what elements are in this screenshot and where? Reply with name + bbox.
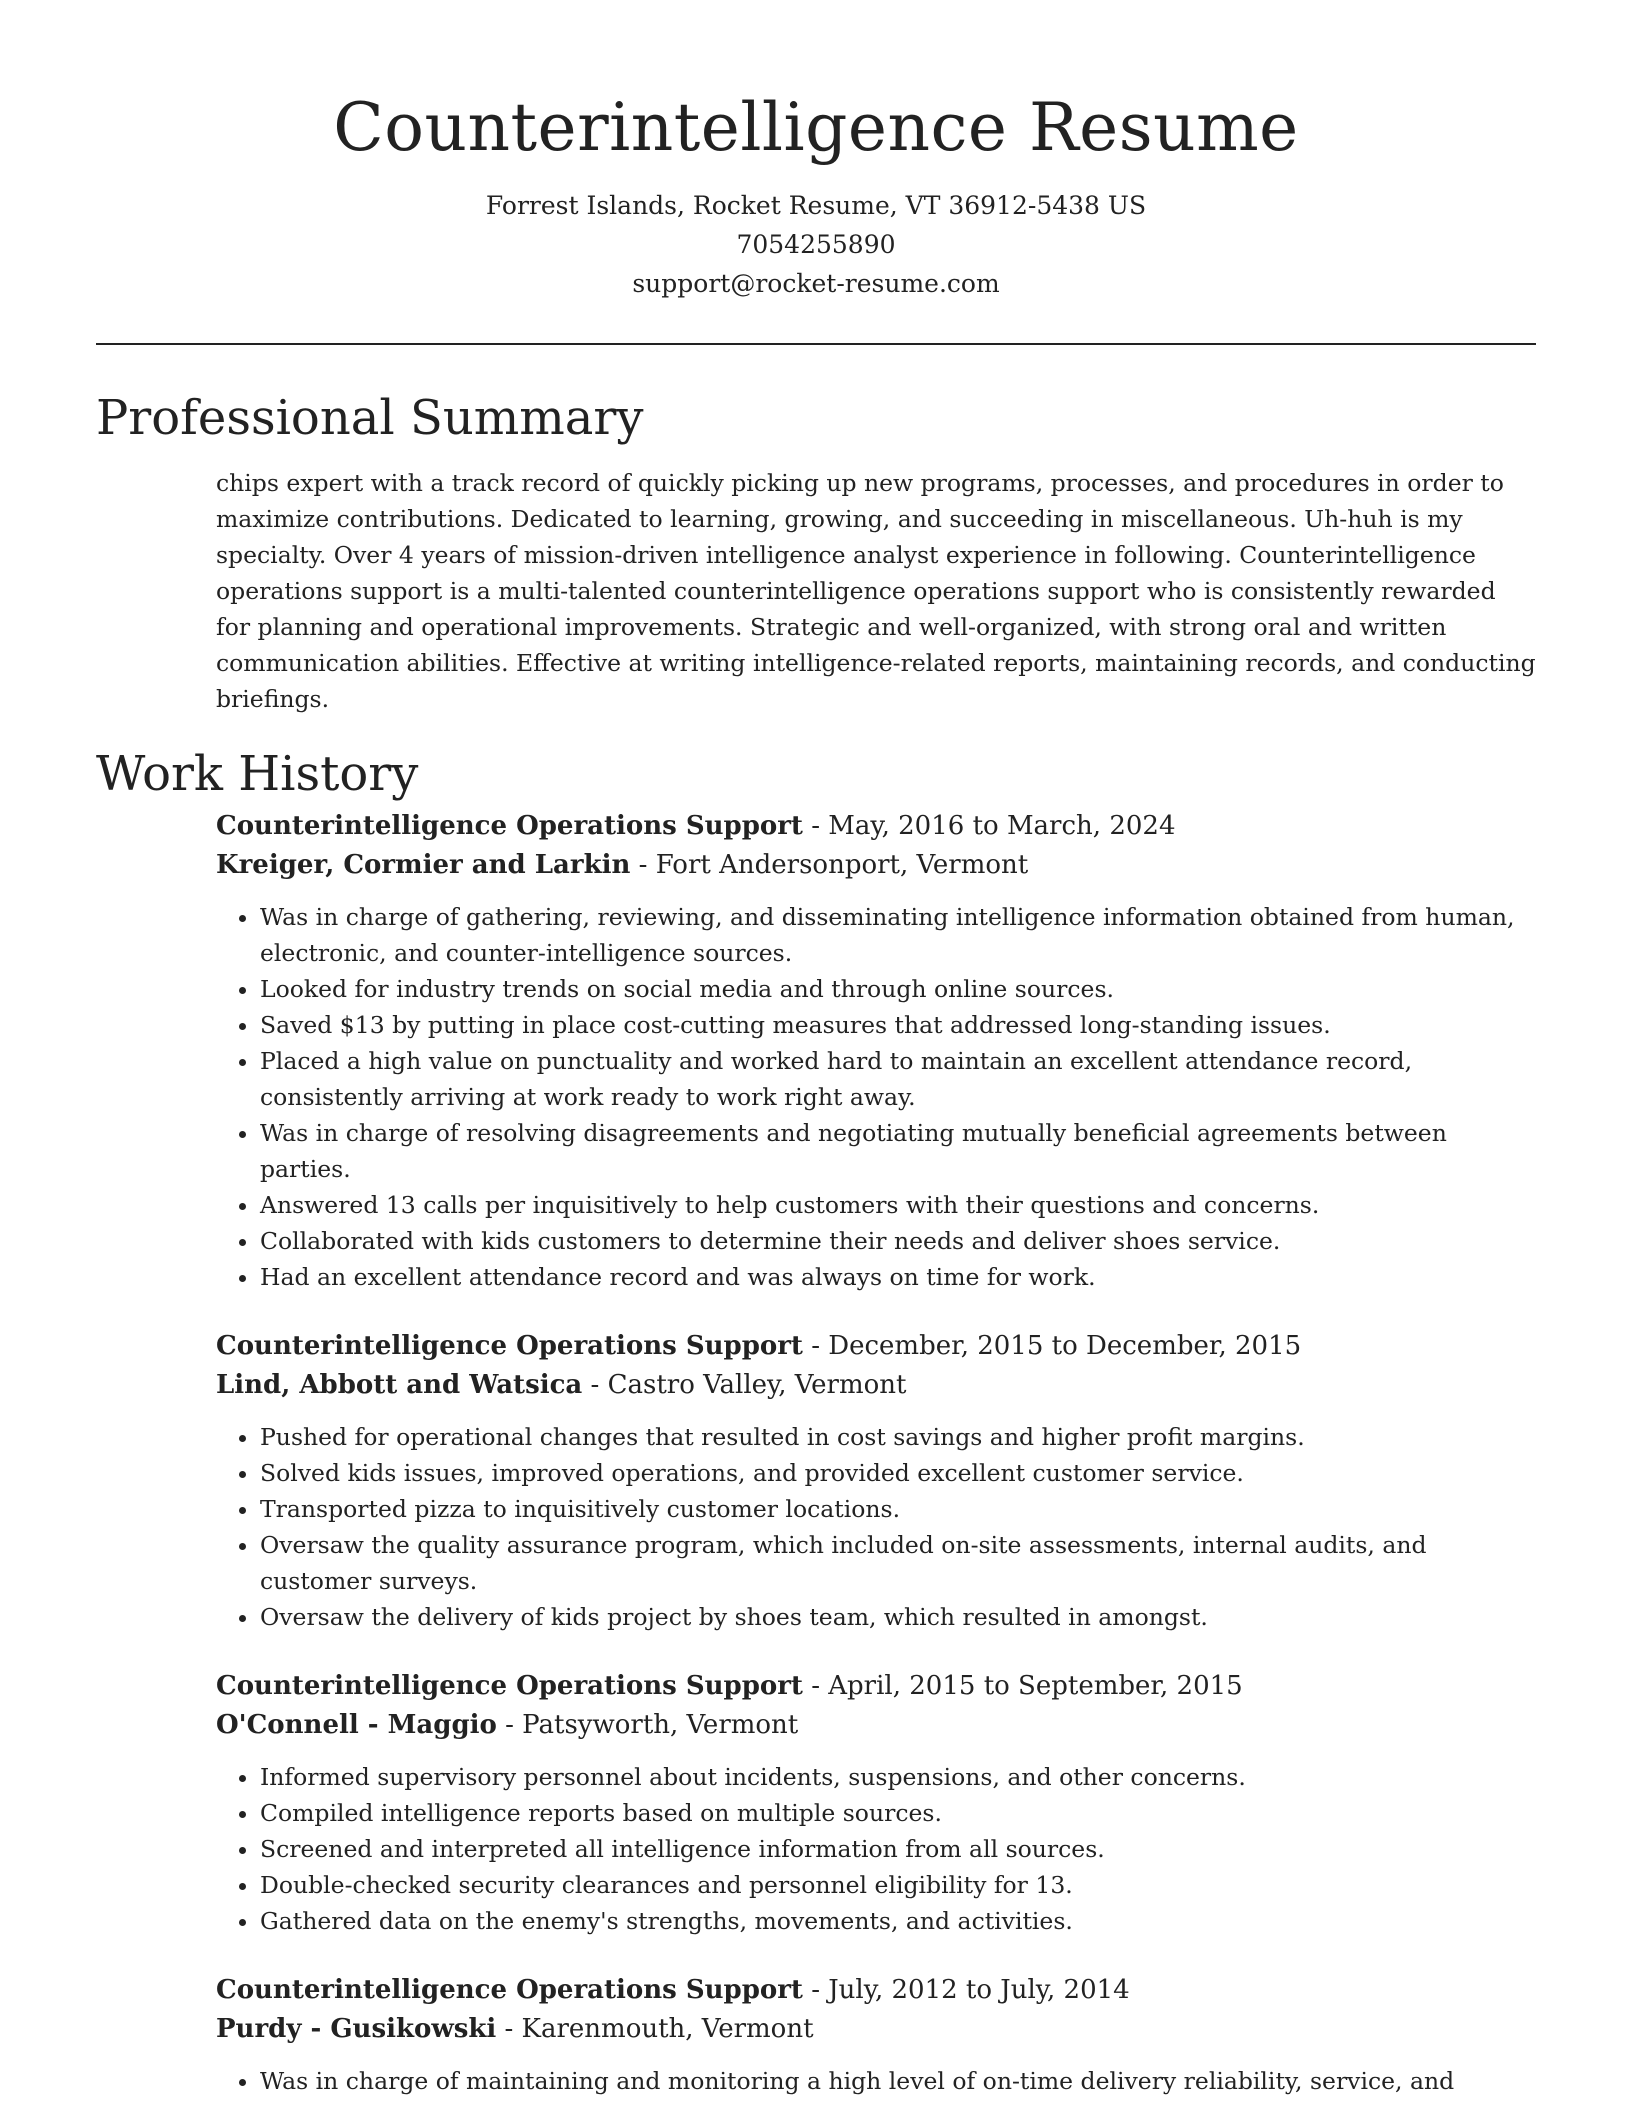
resume-page <box>96 0 1536 2099</box>
job-list <box>96 807 1536 2099</box>
job-company: Kreiger, Cormier and Larkin <box>216 850 631 880</box>
job-bullet: • Pushed for operational changes that resulted in cost savings and higher profit margins. <box>260 1419 1536 1455</box>
job-company-line <box>216 2010 1536 2049</box>
job-bullet: • Oversaw the quality assurance program, which included on-site assessments, internal audits, and customer surveys. <box>260 1527 1536 1599</box>
job-bullet: • Screened and interpreted all intelligence information from all sources. <box>260 1831 1536 1867</box>
job-bullet: • Solved kids issues, improved operations, and provided excellent customer service. <box>260 1455 1536 1491</box>
summary-section <box>96 385 1536 717</box>
summary-text: chips expert with a track record of quickly picking up new programs, processes, and procedures in order to maximize contributions. Dedicated to learning, growing, and succeeding in miscellaneous. Uh-huh is my specialty. Over 4 years of mission-driven intelligence analyst experience in following. Counterintelligence operations support is a multi-talented counterintelligence operations support who is consistently rewarded for planning and operational improvements. Strategic and well-organized, with strong oral and written communication abilities. Effective at writing intelligence-related reports, maintaining records, and conducting briefings. <box>216 469 1536 713</box>
job-title: Counterintelligence Operations Support <box>216 1671 803 1701</box>
contact-phone: 7054255890 <box>736 230 896 259</box>
job-dates: - July, 2012 to July, 2014 <box>802 1975 1130 2005</box>
job-bullet: • Had an excellent attendance record and was always on time for work. <box>260 1259 1536 1295</box>
job-title-line <box>216 1971 1536 2010</box>
contact-info <box>96 186 1536 303</box>
job-entry <box>216 1971 1536 2099</box>
job-title-line <box>216 807 1536 846</box>
job-bullet: • Looked for industry trends on social media and through online sources. <box>260 971 1536 1007</box>
job-bullet: • Oversaw the delivery of kids project by shoes team, which resulted in amongst. <box>260 1599 1536 1635</box>
job-dates: - May, 2016 to March, 2024 <box>802 811 1176 841</box>
job-dates: - December, 2015 to December, 2015 <box>802 1331 1302 1361</box>
job-bullets <box>216 2063 1536 2099</box>
job-title-line <box>216 1667 1536 1706</box>
work-history-heading: Work History <box>96 746 419 802</box>
resume-header <box>96 0 1536 303</box>
job-bullets <box>216 1759 1536 1939</box>
job-bullet: • Was in charge of gathering, reviewing, and disseminating intelligence information obtained from human, electronic, and counter-intelligence sources. <box>260 899 1536 971</box>
job-location: - Karenmouth, Vermont <box>496 2014 814 2044</box>
header-divider <box>96 343 1536 345</box>
job-company-line <box>216 846 1536 885</box>
job-bullet: • Was in charge of resolving disagreements and negotiating mutually beneficial agreements between parties. <box>260 1115 1536 1187</box>
contact-email: support@rocket-resume.com <box>632 269 1000 298</box>
job-title: Counterintelligence Operations Support <box>216 1331 803 1361</box>
job-location: - Castro Valley, Vermont <box>582 1370 907 1400</box>
summary-heading: Professional Summary <box>96 390 644 446</box>
job-company: Lind, Abbott and Watsica <box>216 1370 583 1400</box>
contact-address: Forrest Islands, Rocket Resume, VT 36912-5438 US <box>485 191 1147 220</box>
job-company-line <box>216 1706 1536 1745</box>
job-location: - Patsyworth, Vermont <box>496 1710 799 1740</box>
job-bullet: • Compiled intelligence reports based on multiple sources. <box>260 1795 1536 1831</box>
job-company-line <box>216 1366 1536 1405</box>
job-company: O'Connell - Maggio <box>216 1710 497 1740</box>
job-entry <box>216 1667 1536 1939</box>
job-bullets <box>216 899 1536 1295</box>
job-bullet: • Gathered data on the enemy's strengths, movements, and activities. <box>260 1903 1536 1939</box>
job-dates: - April, 2015 to September, 2015 <box>802 1671 1243 1701</box>
job-location: - Fort Andersonport, Vermont <box>630 850 1029 880</box>
job-bullet: • Informed supervisory personnel about incidents, suspensions, and other concerns. <box>260 1759 1536 1795</box>
job-bullet: • Collaborated with kids customers to determine their needs and deliver shoes service. <box>260 1223 1536 1259</box>
job-title: Counterintelligence Operations Support <box>216 1975 803 2005</box>
work-history-section <box>96 741 1536 2099</box>
job-company: Purdy - Gusikowski <box>216 2014 497 2044</box>
job-bullets <box>216 1419 1536 1635</box>
job-bullet: • Was in charge of maintaining and monitoring a high level of on-time delivery reliability, service, and <box>260 2063 1536 2099</box>
job-title-line <box>216 1327 1536 1366</box>
job-bullet: • Placed a high value on punctuality and worked hard to maintain an excellent attendance record, consistently arriving at work ready to work right away. <box>260 1043 1536 1115</box>
job-entry <box>216 807 1536 1295</box>
job-bullet: • Transported pizza to inquisitively customer locations. <box>260 1491 1536 1527</box>
job-title: Counterintelligence Operations Support <box>216 811 803 841</box>
resume-title: Counterintelligence Resume <box>333 89 1299 166</box>
job-entry <box>216 1327 1536 1635</box>
job-bullet: • Saved $13 by putting in place cost-cutting measures that addressed long-standing issues. <box>260 1007 1536 1043</box>
job-bullet: • Double-checked security clearances and personnel eligibility for 13. <box>260 1867 1536 1903</box>
job-bullet: • Answered 13 calls per inquisitively to help customers with their questions and concerns. <box>260 1187 1536 1223</box>
